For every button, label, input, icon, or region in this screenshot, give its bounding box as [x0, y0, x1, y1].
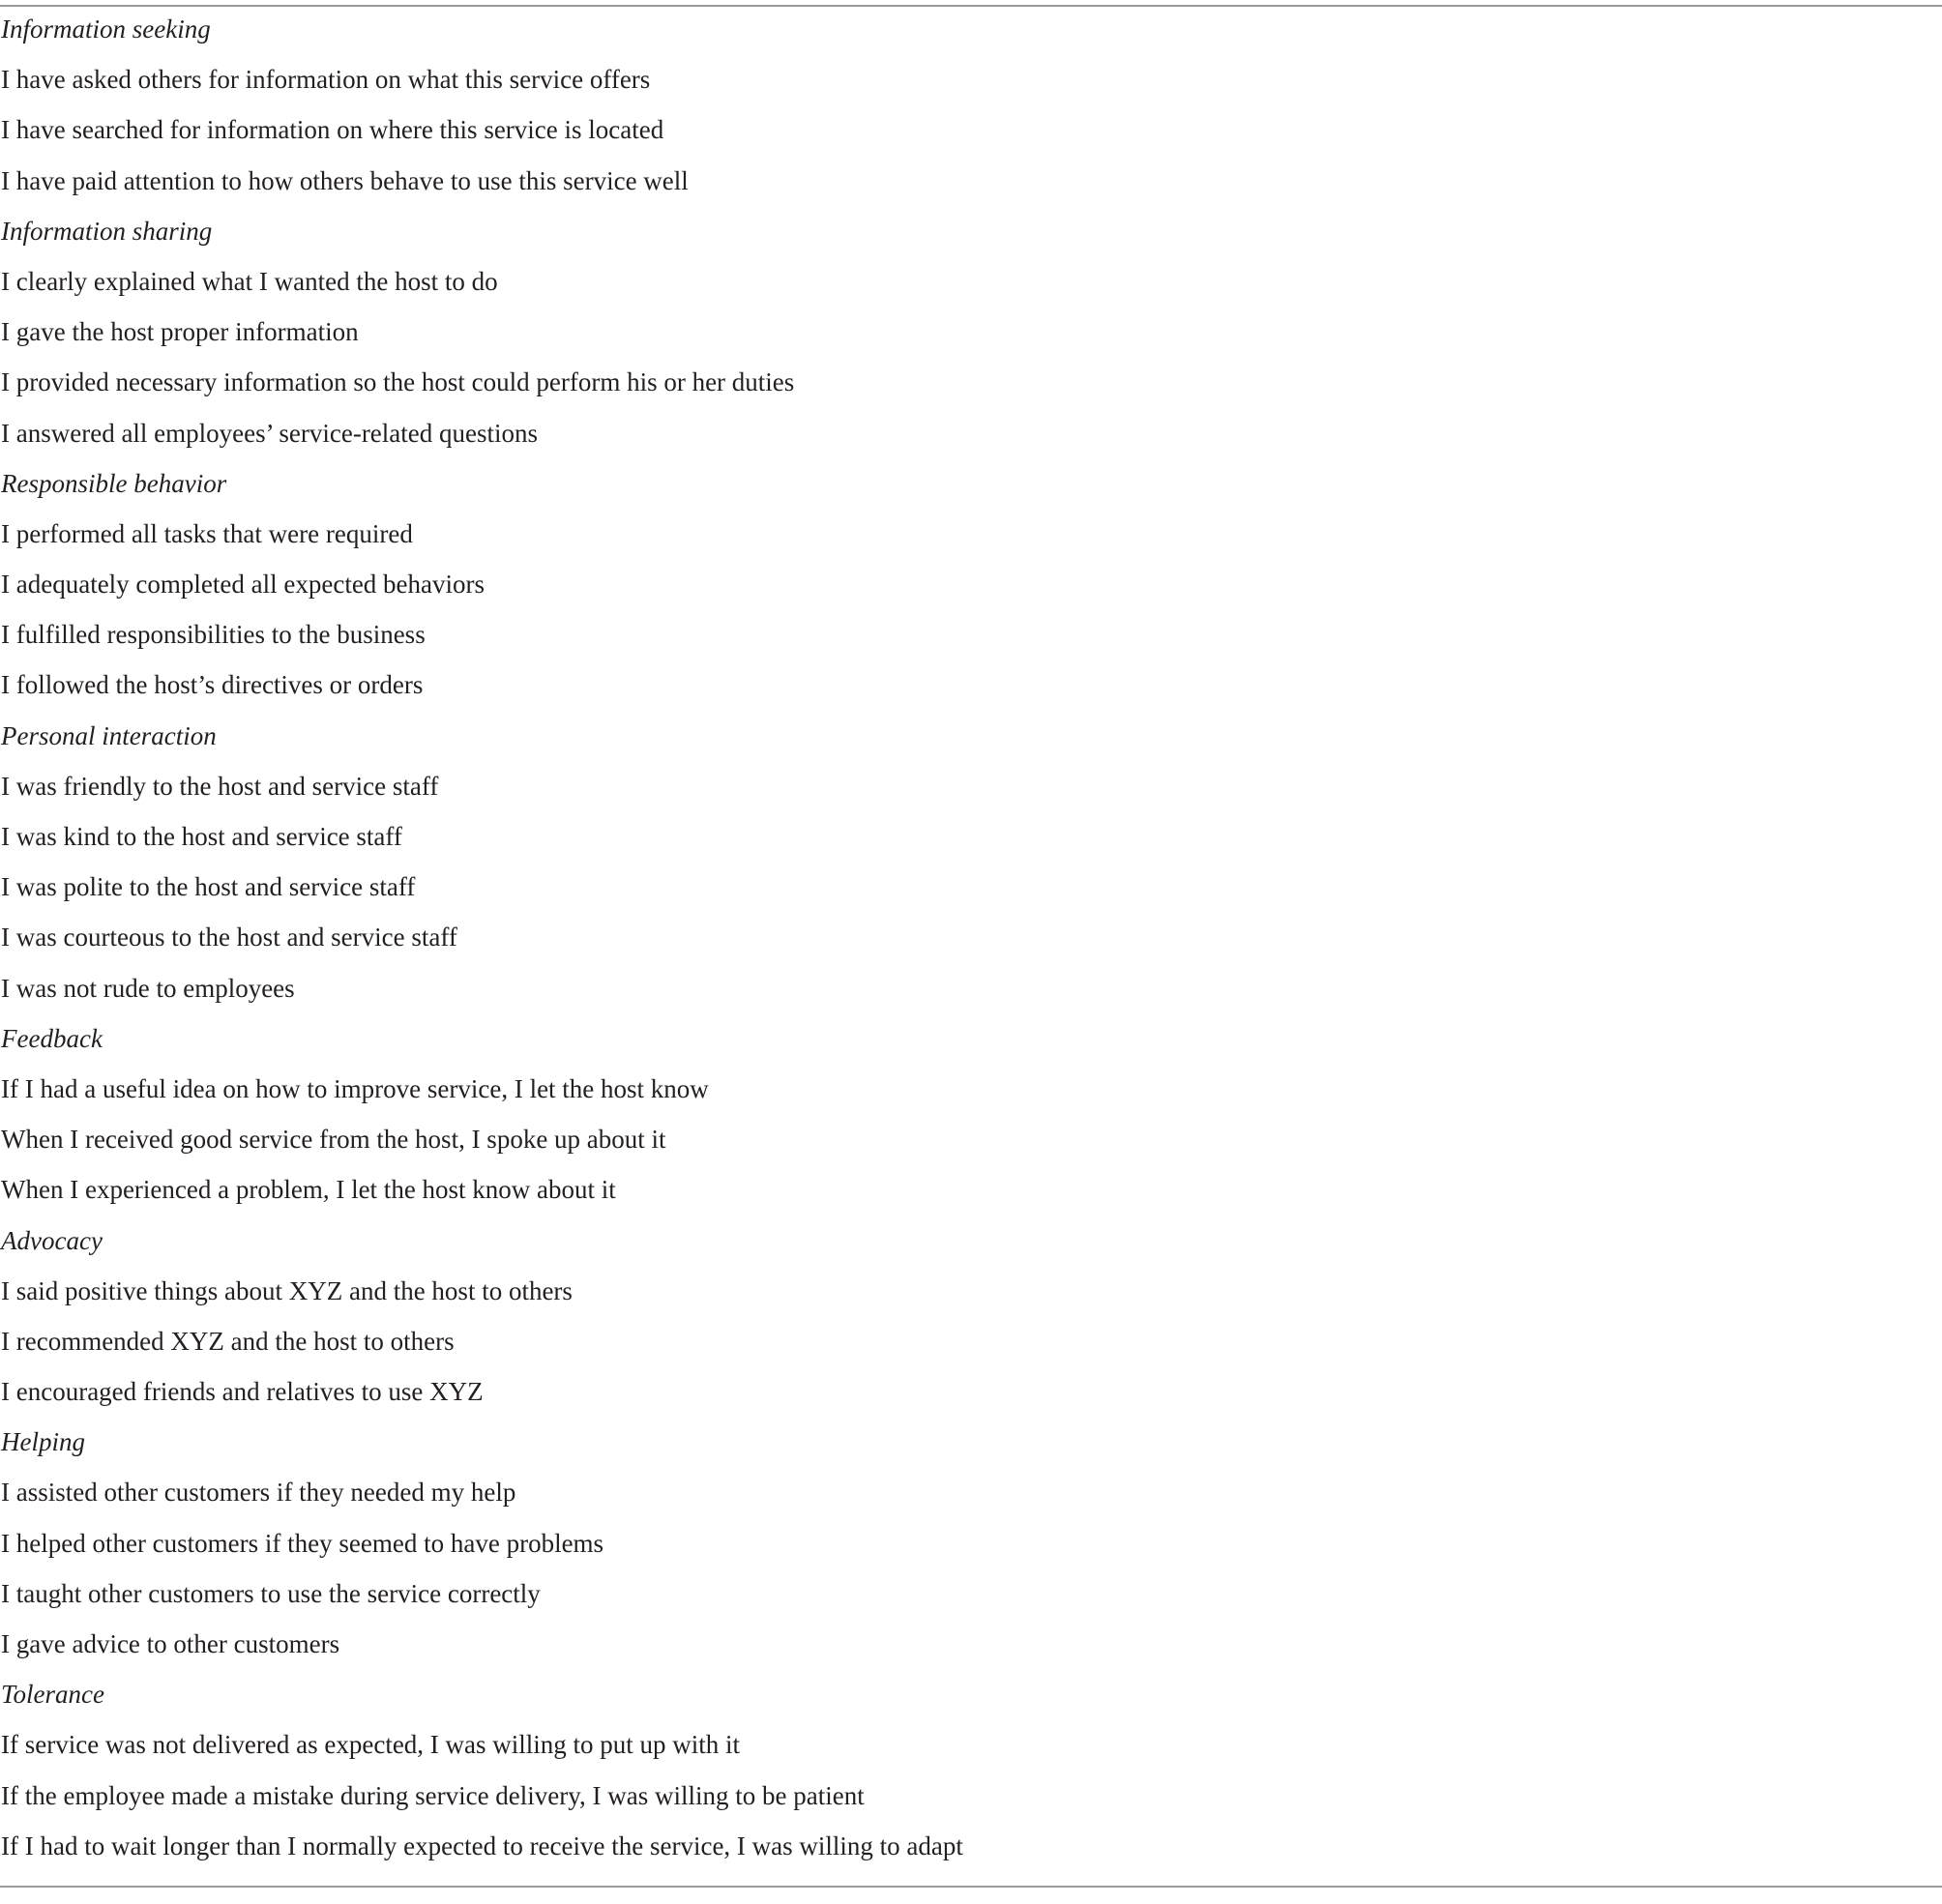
table-row: I fulfilled responsibilities to the business: [1, 620, 426, 650]
table-top-rule: [0, 5, 1942, 7]
table-row: I have asked others for information on what this service offers: [1, 65, 651, 95]
table-row: I taught other customers to use the service correctly: [1, 1578, 541, 1608]
table-body: [0, 8, 1942, 1875]
table-row: I provided necessary information so the host could perform his or her duties: [1, 367, 795, 397]
section-heading: Information sharing: [1, 216, 213, 246]
table-row: I performed all tasks that were required: [1, 518, 413, 548]
table-row: I assisted other customers if they needed my help: [1, 1478, 516, 1508]
section-heading: Information seeking: [1, 15, 211, 44]
table-row: I said positive things about XYZ and the host to others: [1, 1275, 573, 1305]
section-heading: Feedback: [1, 1023, 103, 1053]
table-row: When I experienced a problem, I let the host know about it: [1, 1175, 616, 1205]
table-row: I answered all employees’ service-related questions: [1, 418, 539, 448]
table-bottom-rule: [0, 1886, 1942, 1888]
table-row: I followed the host’s directives or orders: [1, 670, 424, 700]
section-heading: Responsible behavior: [1, 468, 227, 498]
section-heading: Helping: [1, 1427, 85, 1457]
table-row: I helped other customers if they seemed to have problems: [1, 1528, 604, 1558]
table-row: When I received good service from the host, I spoke up about it: [1, 1125, 666, 1155]
section-heading: Tolerance: [1, 1680, 104, 1710]
table-row: I adequately completed all expected behaviors: [1, 570, 486, 600]
table-row: I was kind to the host and service staff: [1, 822, 402, 851]
table-row: I gave the host proper information: [1, 317, 359, 347]
table-row: I was courteous to the host and service staff: [1, 923, 457, 952]
table-row: I clearly explained what I wanted the host to do: [1, 266, 498, 296]
table-row: I was polite to the host and service staff: [1, 872, 416, 902]
table-row: If service was not delivered as expected, I was willing to put up with it: [1, 1730, 741, 1760]
section-heading: Advocacy: [1, 1225, 103, 1255]
table-row: If the employee made a mistake during service delivery, I was willing to be patient: [1, 1780, 865, 1810]
table-row: I have searched for information on where this service is located: [1, 115, 664, 145]
table-row: If I had to wait longer than I normally expected to receive the service, I was willing to adapt: [1, 1831, 963, 1860]
table-row: I was not rude to employees: [1, 973, 295, 1003]
table-row: I encouraged friends and relatives to use XYZ: [1, 1377, 484, 1407]
table-row: I recommended XYZ and the host to others: [1, 1326, 455, 1356]
section-heading: Personal interaction: [1, 720, 217, 750]
table-row: I have paid attention to how others behave to use this service well: [1, 165, 689, 195]
table-row: I gave advice to other customers: [1, 1629, 340, 1658]
table-row: I was friendly to the host and service staff: [1, 771, 439, 801]
table-row: If I had a useful idea on how to improve service, I let the host know: [1, 1073, 709, 1103]
